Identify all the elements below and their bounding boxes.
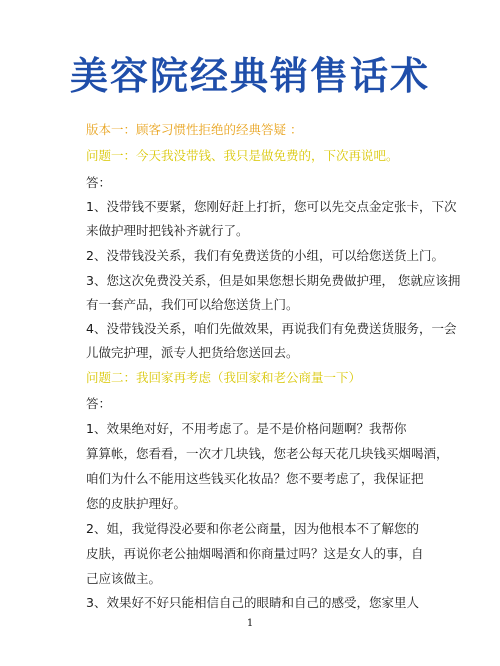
answer-line: 4、没带钱没关系，咱们先做效果，再说我们有免费送货服务，一会 [86,321,457,336]
answer-label-1: 答： [86,175,112,190]
question-1: 问题一：今天我没带钱、我只是做免费的，下次再说吧。 [86,148,399,163]
answer-line: 皮肤，再说你老公抽烟喝酒和你商量过吗？这是女人的事，自 [86,546,424,561]
page-number: 1 [246,618,254,629]
answer-line: 1、效果绝对好，不用考虑了。是不是价格问题啊？我帮你 [86,421,407,436]
answer-line: 咱们为什么不能用这些钱买化妆品？您不要考虑了，我保证把 [86,471,424,486]
version-heading: 版本一：顾客习惯性拒绝的经典答疑 ： [86,122,303,137]
answer-line: 来做护理时把钱补齐就行了。 [86,223,249,238]
question-2: 问题二：我回家再考虑（我回家和老公商量一下） [86,370,362,385]
answer-line: 1、没带钱不要紧，您刚好赶上打折，您可以先交点金定张卡，下次 [86,199,457,214]
answer-label-2: 答： [86,396,112,411]
answer-line: 3、您这次免费没关系，但是如果您想长期免费做护理， 您就应该拥 [86,273,461,288]
answer-line: 己应该做主。 [86,571,162,586]
document-title: 美容院经典销售话术 [69,54,430,98]
answer-line: 2、没带钱没关系，我们有免费送货的小组，可以给您送货上门。 [86,248,444,263]
answer-line: 儿做完护理，派专人把货给您送回去。 [86,345,299,360]
answer-line: 有一套产品，我们可以给您送货上门。 [86,297,299,312]
answer-line: 您的皮肤护理好。 [86,496,187,511]
answer-line: 2、姐，我觉得没必要和你老公商量，因为他根本不了解您的 [86,521,419,536]
answer-line: 算算帐，您看看，一次才几块钱，您老公每天花几块钱买烟喝酒， [86,446,449,461]
answer-line: 3、效果好不好只能相信自己的眼睛和自己的感受，您家里人 [86,595,419,610]
